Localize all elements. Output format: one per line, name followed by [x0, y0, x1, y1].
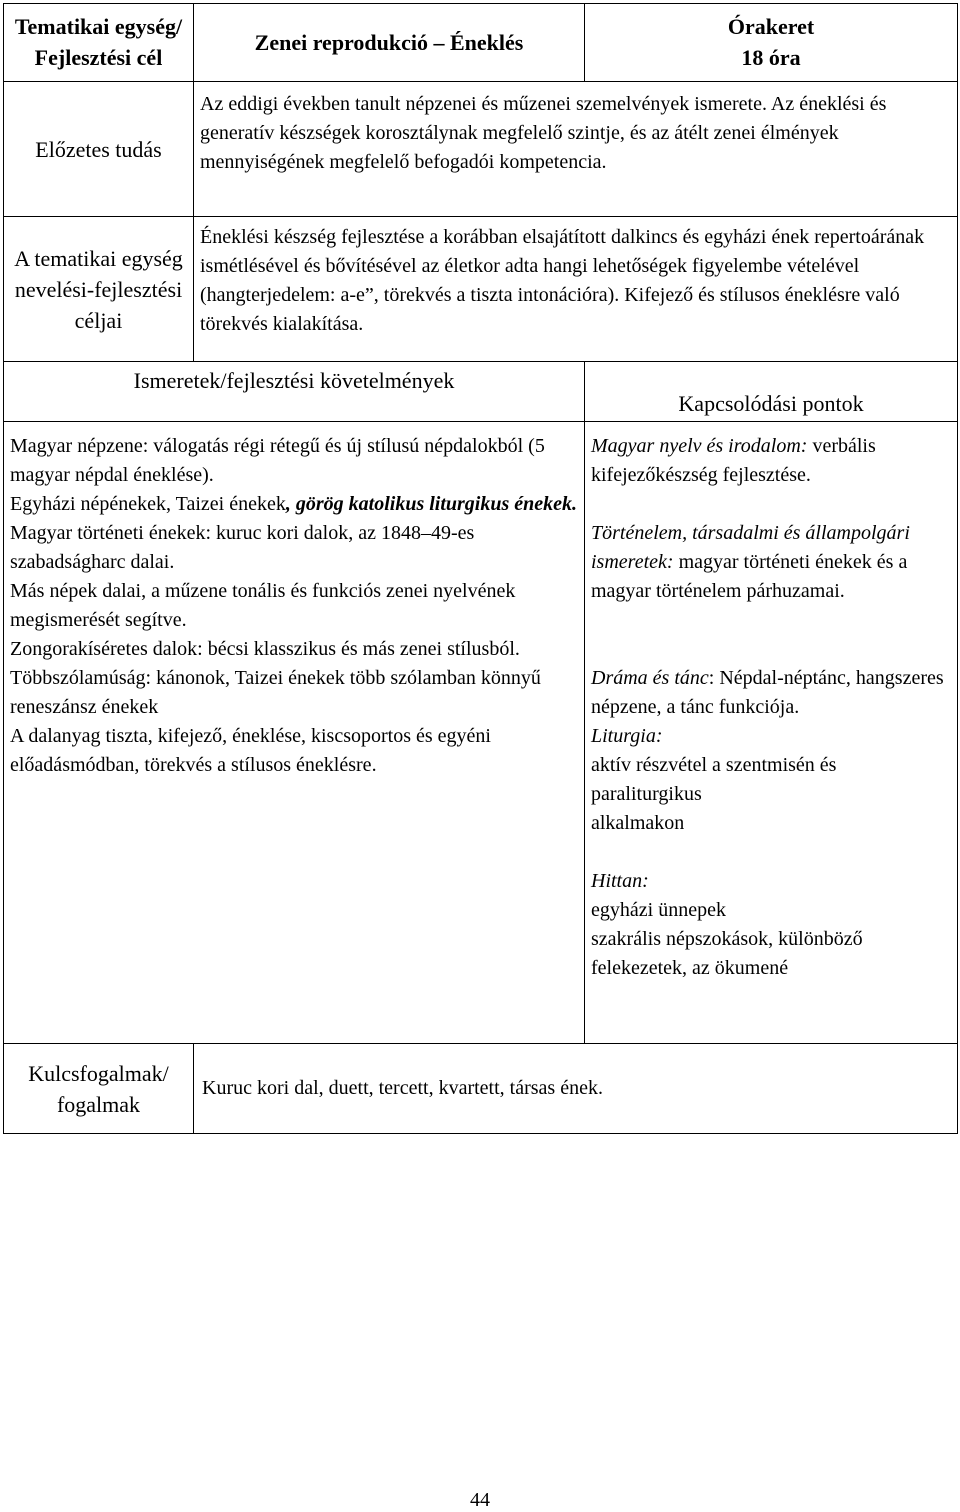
connections-list: [585, 422, 958, 1044]
goals-label: A tematikai egység nevelési-fejlesztési céljai: [4, 217, 194, 362]
keywords-text: Kuruc kori dal, duett, tercett, kvartett, társas ének.: [194, 1044, 958, 1134]
requirement-item: Többszólamúság: kánonok, Taizei énekek több szólamban könnyű reneszánsz énekek: [10, 667, 541, 718]
connection-item: Történelem, társadalmi és állampolgári ismeretek: magyar történeti énekek és a magyar történelem párhuzamai.: [591, 522, 910, 602]
requirement-item: Magyar történeti énekek: kuruc kori dalok, az 1848–49-es szabadságharc dalai.: [10, 522, 475, 573]
page-number: 44: [470, 1489, 490, 1511]
prior-knowledge-text: Az eddigi években tanult népzenei és műzenei szemelvények ismerete. Az éneklési és generatív készségek korosztálynak megfelelő szintje, és az átélt zenei élmények mennyiségének megfelelő befogadói kompetencia.: [194, 82, 958, 217]
connection-item: Magyar nyelv és irodalom: verbális kifejezőkészség fejlesztése.: [591, 435, 876, 486]
connection-item: Hittan: egyházi ünnepek szakrális népszokások, különböző felekezetek, az ökumené: [591, 870, 863, 979]
prior-knowledge-label: Előzetes tudás: [4, 82, 194, 217]
goals-text: Éneklési készség fejlesztése a korábban elsajátított dalkincs és egyházi ének repertoárának ismétlésével és bővítésével az életkor adta hangi lehetőségek figyelembe vételével (hangterjedelem: a-e”, törekvés a tiszta intonációra). Kifejező és stílusos éneklésre való törekvés kialakítása.: [194, 217, 958, 362]
requirement-item: Más népek dalai, a műzene tonális és funkciós zenei nyelvének megismerését segítve.: [10, 580, 516, 631]
requirement-item: A dalanyag tiszta, kifejező, éneklése, kiscsoportos és egyéni előadásmódban, törekvés a stílusos éneklésre.: [10, 725, 491, 776]
requirement-item: Egyházi népénekek, Taizei énekek, görög katolikus liturgikus énekek.: [10, 493, 578, 515]
connection-item: Dráma és tánc: Népdal-néptánc, hangszeres népzene, a tánc funkciója.: [591, 667, 944, 718]
requirements-heading: Ismeretek/fejlesztési követelmények: [4, 362, 585, 422]
goals-row: [4, 217, 958, 362]
header-title: Zenei reprodukció – Éneklés: [194, 4, 585, 82]
requirements-list: [4, 422, 585, 1044]
curriculum-table: [3, 3, 958, 1134]
requirement-item: Zongorakíséretes dalok: bécsi klasszikus és más zenei stílusból.: [10, 638, 520, 660]
header-unit-label: Tematikai egység/ Fejlesztési cél: [4, 4, 194, 82]
connections-heading: Kapcsolódási pontok: [585, 362, 958, 422]
connection-item: Liturgia: aktív részvétel a szentmisén és paraliturgikus alkalmakon: [591, 725, 837, 834]
section-heading-row: [4, 362, 958, 422]
keywords-row: [4, 1044, 958, 1134]
requirement-item: Magyar népzene: válogatás régi rétegű és új stílusú népdalokból (5 magyar népdal éneklése).: [10, 435, 545, 486]
section-content-row: [4, 422, 958, 1044]
keywords-label: Kulcsfogalmak/ fogalmak: [4, 1044, 194, 1134]
header-hours: Órakeret 18 óra: [585, 4, 958, 82]
header-row: [4, 4, 958, 82]
prior-knowledge-row: [4, 82, 958, 217]
